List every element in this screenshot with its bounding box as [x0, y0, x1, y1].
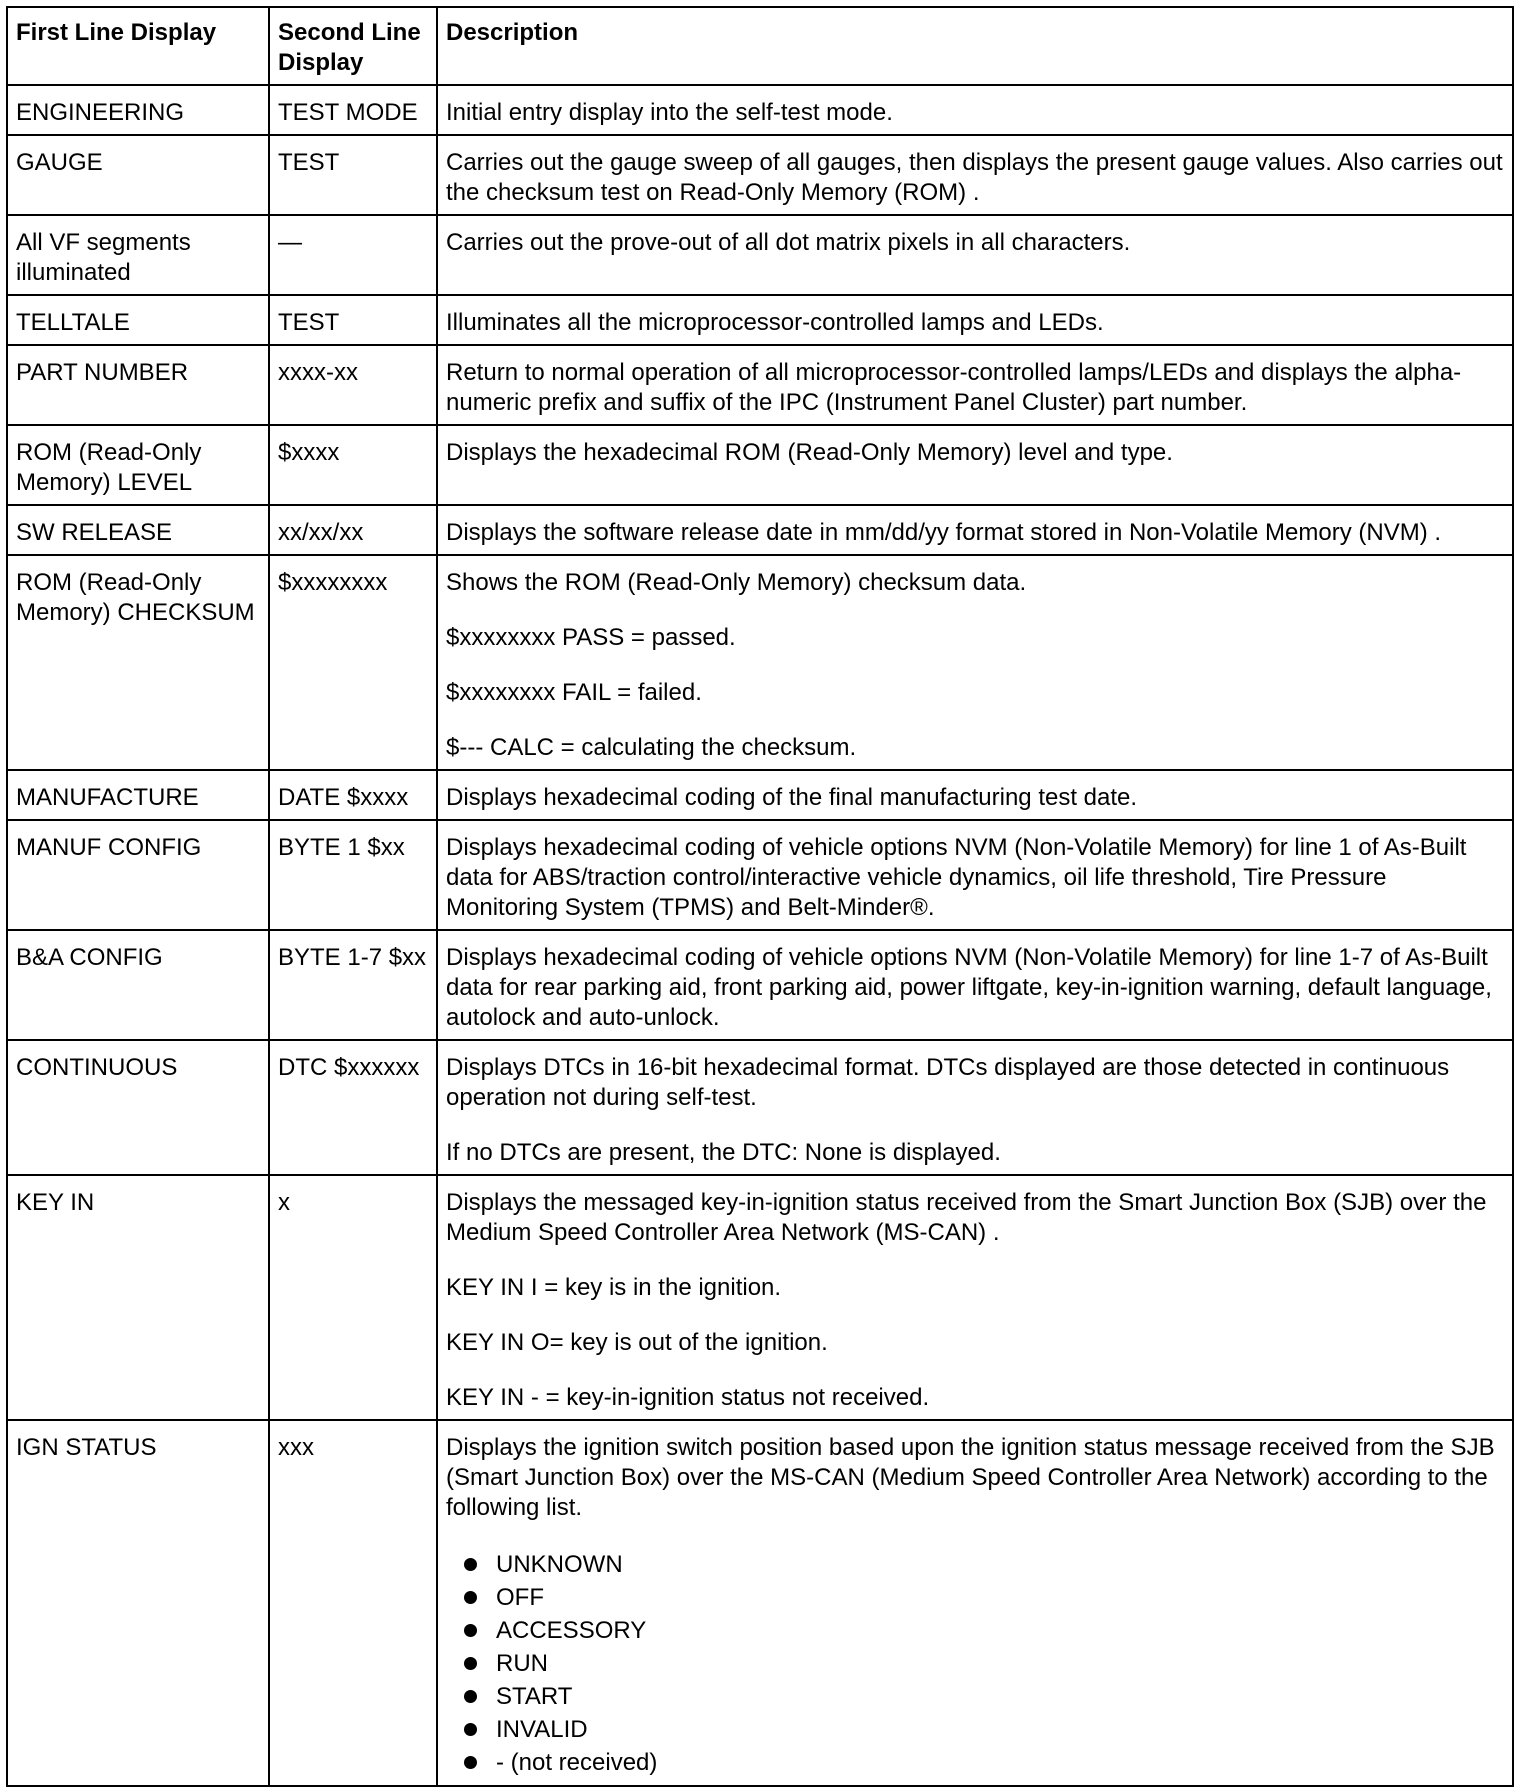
table-row: [7, 135, 1513, 215]
self-test-display-table: [6, 6, 1514, 1787]
first-line-display-cell: B&A CONFIG: [7, 930, 269, 1040]
list-item-label: ACCESSORY: [496, 1617, 647, 1644]
table-body: [7, 85, 1513, 1786]
list-item: [464, 1713, 1504, 1746]
second-line-display-cell: $xxxxxxxx: [269, 555, 437, 770]
first-line-display-cell: CONTINUOUS: [7, 1040, 269, 1175]
description-paragraph: Displays DTCs in 16-bit hexadecimal format. DTCs displayed are those detected in continuous operation not during self-test.: [446, 1054, 1450, 1111]
description-paragraph: KEY IN I = key is in the ignition.: [446, 1274, 782, 1301]
list-item: [464, 1746, 1504, 1779]
list-item: [464, 1614, 1504, 1647]
first-line-display-cell: MANUF CONFIG: [7, 820, 269, 930]
description-cell: [437, 555, 1513, 770]
description-paragraph: If no DTCs are present, the DTC: None is displayed.: [446, 1139, 1001, 1166]
description-paragraph: Displays hexadecimal coding of vehicle options NVM (Non-Volatile Memory) for line 1-7 of As-Built data for rear parking aid, front parking aid, power liftgate, key-in-ignition warning, default language, autolock and auto-unlock.: [446, 944, 1492, 1031]
second-line-display-cell: $xxxx: [269, 425, 437, 505]
description-cell: [437, 295, 1513, 345]
description-cell: [437, 345, 1513, 425]
list-item-label: START: [496, 1683, 573, 1710]
document-page: [6, 6, 1514, 1787]
table-row: [7, 505, 1513, 555]
first-line-display-cell: ROM (Read-Only Memory) CHECKSUM: [7, 555, 269, 770]
first-line-display-cell: GAUGE: [7, 135, 269, 215]
first-line-display-cell: MANUFACTURE: [7, 770, 269, 820]
ignition-status-list: [446, 1548, 1504, 1779]
first-line-display-cell: IGN STATUS: [7, 1420, 269, 1786]
description-paragraph: $xxxxxxxx FAIL = failed.: [446, 679, 702, 706]
description-paragraph: Displays the messaged key-in-ignition status received from the Smart Junction Box (SJB) over the Medium Speed Controller Area Network (MS-CAN) .: [446, 1189, 1487, 1246]
description-paragraph: Initial entry display into the self-test mode.: [446, 99, 893, 126]
table-row: [7, 345, 1513, 425]
list-item-label: - (not received): [496, 1749, 658, 1776]
description-cell: [437, 1040, 1513, 1175]
description-cell: [437, 1175, 1513, 1420]
description-cell: [437, 930, 1513, 1040]
description-cell: [437, 1420, 1513, 1786]
first-line-display-cell: PART NUMBER: [7, 345, 269, 425]
table-row: [7, 295, 1513, 345]
list-item: [464, 1680, 1504, 1713]
list-item: [464, 1548, 1504, 1581]
description-paragraph: Displays the hexadecimal ROM (Read-Only Memory) level and type.: [446, 439, 1173, 466]
description-cell: [437, 215, 1513, 295]
second-line-display-cell: xxxx-xx: [269, 345, 437, 425]
table-header-row: [7, 7, 1513, 85]
header-first-line-display: First Line Display: [7, 7, 269, 85]
second-line-display-cell: —: [269, 215, 437, 295]
first-line-display-cell: SW RELEASE: [7, 505, 269, 555]
second-line-display-cell: BYTE 1-7 $xx: [269, 930, 437, 1040]
table-row: [7, 770, 1513, 820]
description-paragraph: Illuminates all the microprocessor-controlled lamps and LEDs.: [446, 309, 1104, 336]
description-cell: [437, 505, 1513, 555]
description-cell: [437, 135, 1513, 215]
first-line-display-cell: ROM (Read-Only Memory) LEVEL: [7, 425, 269, 505]
description-paragraph: $--- CALC = calculating the checksum.: [446, 734, 857, 761]
description-paragraph: Displays hexadecimal coding of vehicle options NVM (Non-Volatile Memory) for line 1 of As-Built data for ABS/traction control/interactive vehicle dynamics, oil life threshold, Tire Pressure Monitoring System (TPMS) and Belt-Minder®.: [446, 834, 1467, 921]
description-paragraph: Carries out the prove-out of all dot matrix pixels in all characters.: [446, 229, 1131, 256]
second-line-display-cell: BYTE 1 $xx: [269, 820, 437, 930]
table-row: [7, 555, 1513, 770]
description-paragraph: Displays the ignition switch position based upon the ignition status message received from the SJB (Smart Junction Box) over the MS-CAN (Medium Speed Controller Area Network) according to the following list.: [446, 1434, 1495, 1521]
list-item-label: RUN: [496, 1650, 548, 1677]
description-paragraph: Displays hexadecimal coding of the final manufacturing test date.: [446, 784, 1138, 811]
description-cell: [437, 425, 1513, 505]
second-line-display-cell: TEST MODE: [269, 85, 437, 135]
bullet-icon: [464, 1558, 477, 1571]
header-second-line-display: Second Line Display: [269, 7, 437, 85]
description-paragraph: Carries out the gauge sweep of all gauges, then displays the present gauge values. Also carries out the checksum test on Read-Only Memory (ROM) .: [446, 149, 1503, 206]
list-item-label: UNKNOWN: [496, 1551, 623, 1578]
table-row: [7, 1420, 1513, 1786]
second-line-display-cell: DTC $xxxxxx: [269, 1040, 437, 1175]
description-paragraph: KEY IN - = key-in-ignition status not received.: [446, 1384, 930, 1411]
bullet-icon: [464, 1591, 477, 1604]
list-item: [464, 1581, 1504, 1614]
first-line-display-cell: All VF segments illuminated: [7, 215, 269, 295]
first-line-display-cell: ENGINEERING: [7, 85, 269, 135]
first-line-display-cell: KEY IN: [7, 1175, 269, 1420]
table-row: [7, 215, 1513, 295]
second-line-display-cell: xx/xx/xx: [269, 505, 437, 555]
table-row: [7, 930, 1513, 1040]
table-row: [7, 1040, 1513, 1175]
description-paragraph: Shows the ROM (Read-Only Memory) checksum data.: [446, 569, 1027, 596]
description-paragraph: $xxxxxxxx PASS = passed.: [446, 624, 736, 651]
second-line-display-cell: TEST: [269, 135, 437, 215]
description-cell: [437, 820, 1513, 930]
description-cell: [437, 85, 1513, 135]
bullet-icon: [464, 1723, 477, 1736]
second-line-display-cell: xxx: [269, 1420, 437, 1786]
bullet-icon: [464, 1690, 477, 1703]
table-row: [7, 425, 1513, 505]
table-row: [7, 1175, 1513, 1420]
description-paragraph: Return to normal operation of all microprocessor-controlled lamps/LEDs and displays the alpha-numeric prefix and suffix of the IPC (Instrument Panel Cluster) part number.: [446, 359, 1462, 416]
bullet-icon: [464, 1657, 477, 1670]
description-paragraph: Displays the software release date in mm/dd/yy format stored in Non-Volatile Memory (NVM) .: [446, 519, 1442, 546]
second-line-display-cell: TEST: [269, 295, 437, 345]
header-description: Description: [437, 7, 1513, 85]
second-line-display-cell: DATE $xxxx: [269, 770, 437, 820]
list-item: [464, 1647, 1504, 1680]
bullet-icon: [464, 1624, 477, 1637]
second-line-display-cell: x: [269, 1175, 437, 1420]
list-item-label: OFF: [496, 1584, 544, 1611]
description-paragraph: KEY IN O= key is out of the ignition.: [446, 1329, 828, 1356]
list-item-label: INVALID: [496, 1716, 588, 1743]
description-cell: [437, 770, 1513, 820]
table-row: [7, 820, 1513, 930]
first-line-display-cell: TELLTALE: [7, 295, 269, 345]
table-row: [7, 85, 1513, 135]
